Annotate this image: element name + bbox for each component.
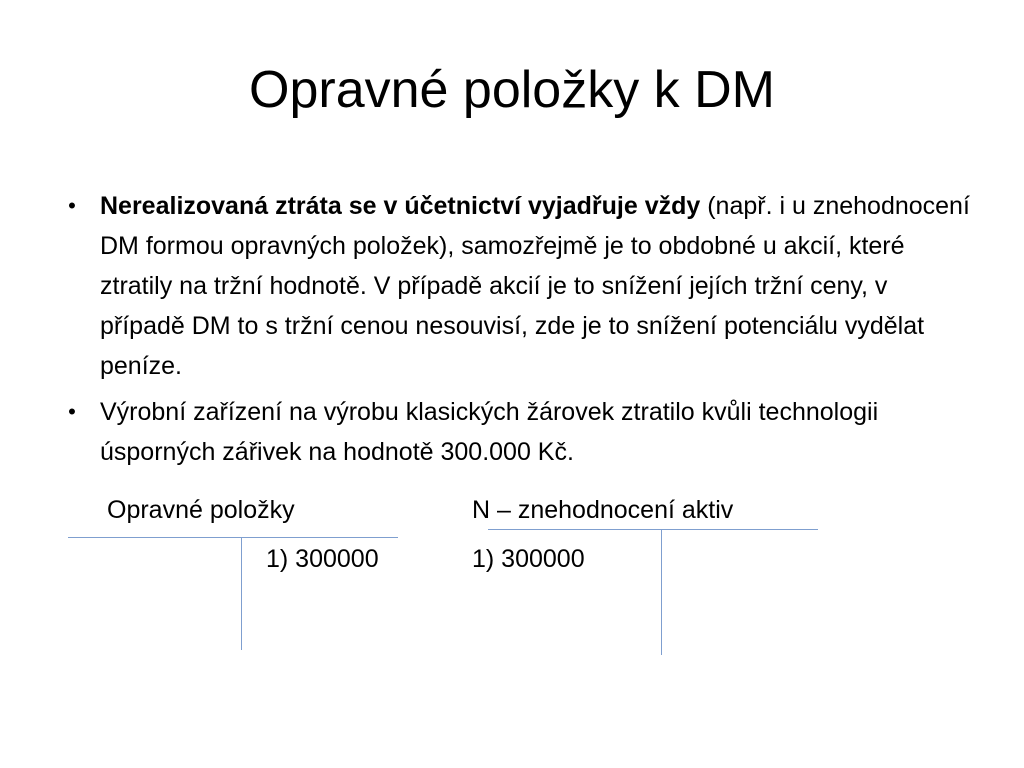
t-account-credit-entry: 1) 300000 (266, 545, 379, 573)
t-account-horizontal-line (68, 537, 398, 538)
t-account-horizontal-line (488, 529, 818, 530)
bullet-item-1 (70, 186, 970, 386)
t-account-vertical-line (241, 537, 242, 650)
bullet-marker: • (68, 193, 76, 218)
t-account-debit-entry: 1) 300000 (472, 545, 585, 573)
bullet-text: Výrobní zařízení na výrobu klasických žárovek ztratilo kvůli technologii úsporných zářivek na hodnotě 300.000 Kč. (100, 398, 879, 466)
t-account-vertical-line (661, 529, 662, 655)
bullet-list (70, 186, 970, 478)
bullet-marker: • (68, 399, 76, 424)
bullet-bold-text: Nerealizovaná ztráta se v účetnictví vyjadřuje vždy (100, 192, 701, 220)
bullet-item-2 (70, 392, 970, 472)
bullet-text: (např. i u znehodnocení DM formou opravných položek), samozřejmě je to obdobné u akcií, které ztratily na tržní hodnotě. V případě akcií je to snížení jejích tržní ceny, v případě DM to s tržní cenou nesouvisí, zde je to snížení potenciálu vydělat peníze. (100, 192, 970, 380)
t-account-label: Opravné položky (107, 496, 295, 524)
slide-title: Opravné položky k DM (249, 61, 775, 119)
t-account-label: N – znehodnocení aktiv (472, 496, 734, 524)
